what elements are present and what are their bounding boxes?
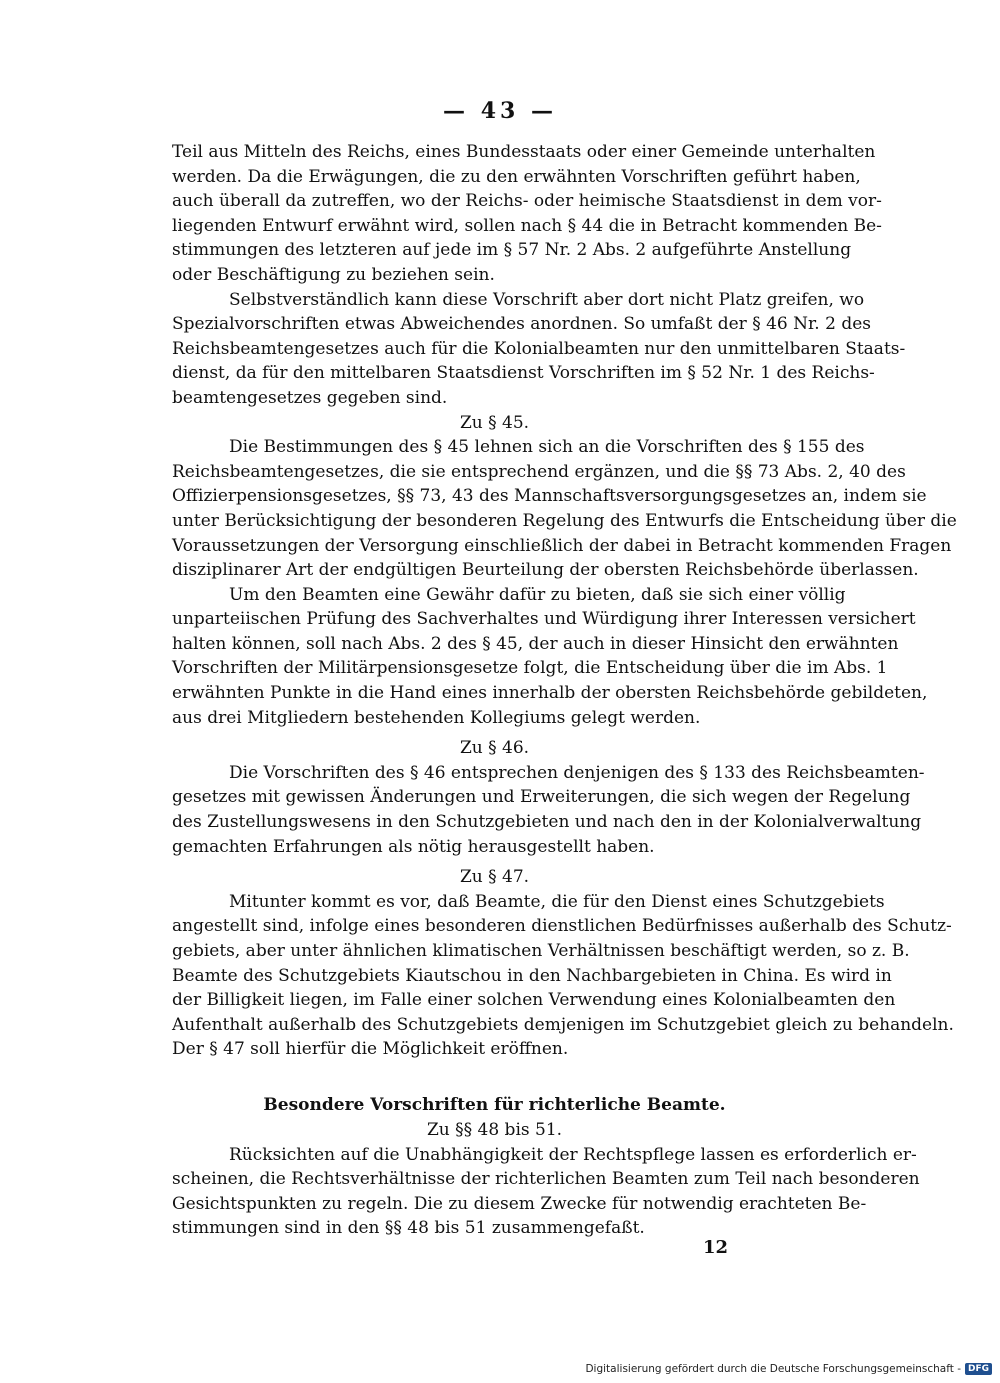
text-line: Gesichtspunkten zu regeln. Die zu diesem Zwecke für notwendig erachteten Be- — [172, 1193, 867, 1214]
text-line: unparteiischen Prüfung des Sachverhaltes und Würdigung ihrer Interessen versichert — [172, 609, 916, 630]
text-line: Rücksichten auf die Unabhängigkeit der Rechtspflege lassen es erforderlich er- — [229, 1144, 917, 1165]
dfg-logo-icon: DFG — [965, 1363, 992, 1375]
text-line: Offizierpensionsgesetzes, §§ 73, 43 des Mannschaftsversorgungsgesetzes an, indem sie — [172, 486, 927, 507]
text-line: Reichsbeamtengesetzes, die sie entsprechend ergänzen, und die §§ 73 Abs. 2, 40 des — [172, 461, 906, 482]
text-line: Reichsbeamtengesetzes auch für die Kolonialbeamten nur den unmittelbaren Staats- — [172, 338, 906, 359]
text-line: Vorschriften der Militärpensionsgesetze folgt, die Entscheidung über die im Abs. 1 — [172, 658, 888, 679]
section-heading-48-51: Zu §§ 48 bis 51. — [426, 1119, 563, 1140]
section-46-paragraph — [172, 761, 925, 859]
section-45-paragraph — [172, 435, 957, 583]
section-heading-45: Zu § 45. — [459, 412, 530, 433]
text-line: gemachten Erfahrungen als nötig herausgestellt haben. — [172, 836, 655, 857]
digitization-footer — [585, 1363, 992, 1375]
section-heading-47: Zu § 47. — [459, 867, 530, 888]
text-line: Die Vorschriften des § 46 entsprechen denjenigen des § 133 des Reichsbeamten- — [229, 762, 925, 783]
footer-text: Digitalisierung gefördert durch die Deutsche Forschungsgemeinschaft - — [585, 1363, 961, 1375]
document-body — [172, 140, 957, 1241]
text-line: gebiets, aber unter ähnlichen klimatischen Verhältnissen beschäftigt werden, so z. B. — [172, 941, 910, 961]
text-line: Selbstverständlich kann diese Vorschrift aber dort nicht Platz greifen, wo — [229, 289, 865, 310]
text-line: der Billigkeit liegen, im Falle einer solchen Verwendung eines Kolonialbeamten den — [172, 990, 896, 1011]
page-number: — 43 — — [443, 98, 557, 124]
text-line: beamtengesetzes gegeben sind. — [172, 387, 448, 408]
text-line: Voraussetzungen der Versorgung einschließlich der dabei in Betracht kommenden Fragen — [172, 535, 952, 556]
section-heading-46: Zu § 46. — [459, 738, 530, 759]
text-line: halten können, soll nach Abs. 2 des § 45, der auch in dieser Hinsicht den erwähnten — [172, 633, 899, 654]
text-line: gesetzes mit gewissen Änderungen und Erweiterungen, die sich wegen der Regelung — [172, 787, 911, 808]
intro-paragraph — [172, 288, 906, 411]
text-line: disziplinarer Art der endgültigen Beurteilung der obersten Reichsbehörde überlassen. — [172, 560, 919, 581]
text-line: liegenden Entwurf erwähnt wird, sollen nach § 44 die in Betracht kommenden Be- — [172, 215, 882, 236]
text-line: Mitunter kommt es vor, daß Beamte, die für den Dienst eines Schutzgebiets — [229, 891, 885, 912]
text-line: Spezialvorschriften etwas Abweichendes anordnen. So umfaßt der § 46 Nr. 2 des — [172, 314, 871, 335]
section-47-paragraph — [172, 890, 954, 1062]
text-line: auch überall da zutreffen, wo der Reichs- oder heimische Staatsdienst in dem vor- — [172, 191, 882, 212]
text-line: erwähnten Punkte in die Hand eines innerhalb der obersten Reichsbehörde gebildeten, — [172, 683, 928, 704]
text-line: werden. Da die Erwägungen, die zu den erwähnten Vorschriften geführt haben, — [172, 166, 861, 187]
section-48-51-paragraph — [172, 1143, 920, 1241]
text-line: stimmungen sind in den §§ 48 bis 51 zusammengefaßt. — [172, 1218, 645, 1239]
text-line: Aufenthalt außerhalb des Schutzgebiets demjenigen im Schutzgebiet gleich zu behandeln. — [172, 1014, 954, 1035]
text-line: Teil aus Mitteln des Reichs, eines Bundesstaats oder einer Gemeinde unterhalten — [172, 142, 876, 162]
section-title: Besondere Vorschriften für richterliche Beamte. — [263, 1094, 726, 1115]
text-line: angestellt sind, infolge eines besonderen dienstlichen Bedürfnisses außerhalb des Schutz- — [172, 916, 952, 937]
text-line: aus drei Mitgliedern bestehenden Kollegiums gelegt werden. — [172, 707, 701, 728]
text-line: unter Berücksichtigung der besonderen Regelung des Entwurfs die Entscheidung über die — [172, 510, 957, 531]
text-line: des Zustellungswesens in den Schutzgebieten und nach den in der Kolonialverwaltung — [172, 812, 922, 833]
intro-paragraph — [172, 140, 882, 288]
text-line: Die Bestimmungen des § 45 lehnen sich an die Vorschriften des § 155 des — [229, 437, 865, 458]
section-45-paragraph — [172, 583, 928, 731]
sheet-signature-mark: 12 — [703, 1237, 729, 1258]
text-line: Der § 47 soll hierfür die Möglichkeit eröffnen. — [172, 1039, 569, 1060]
text-line: Um den Beamten eine Gewähr dafür zu bieten, daß sie sich einer völlig — [229, 584, 846, 605]
text-line: oder Beschäftigung zu beziehen sein. — [172, 264, 495, 285]
text-line: scheinen, die Rechtsverhältnisse der richterlichen Beamten zum Teil nach besonderen — [172, 1169, 920, 1190]
text-line: Beamte des Schutzgebiets Kiautschou in den Nachbargebieten in China. Es wird in — [172, 965, 892, 986]
text-line: dienst, da für den mittelbaren Staatsdienst Vorschriften im § 52 Nr. 1 des Reichs- — [172, 363, 875, 384]
text-line: stimmungen des letzteren auf jede im § 57 Nr. 2 Abs. 2 aufgeführte Anstellung — [172, 240, 852, 261]
